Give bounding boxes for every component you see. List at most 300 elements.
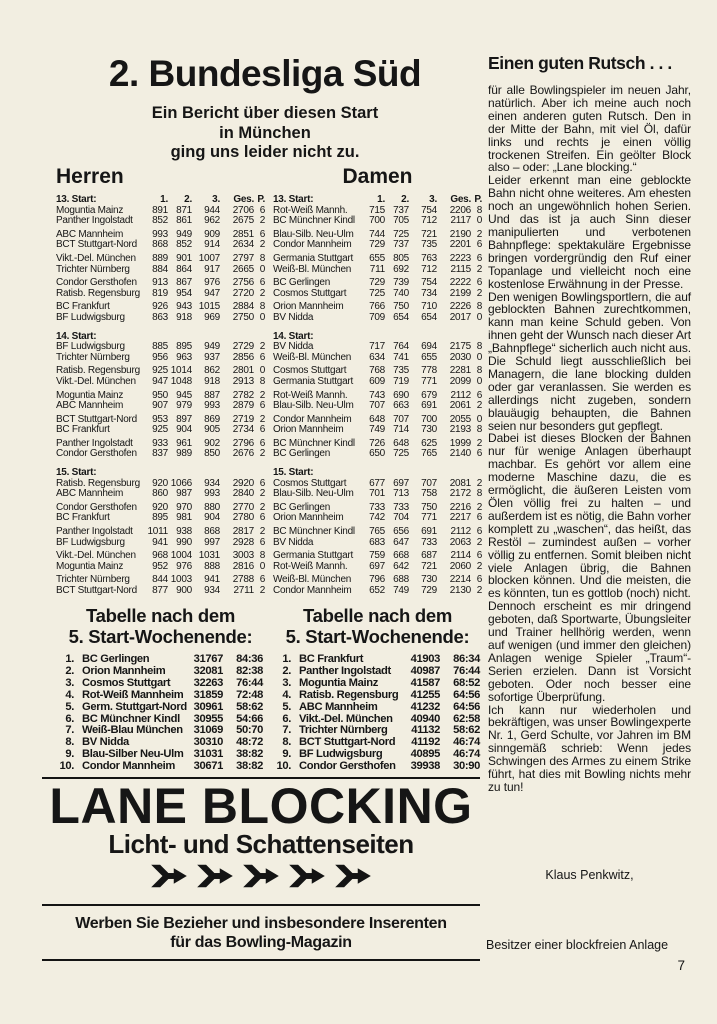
match-points: 6: [476, 239, 482, 251]
column-header: 2.: [184, 194, 192, 205]
game1-score: 683: [369, 536, 385, 548]
damen-results: [273, 166, 482, 605]
team-name: BV Nidda: [273, 341, 314, 353]
total-score: 2782: [232, 389, 254, 401]
game1-score: 715: [369, 204, 385, 216]
game3-score: 880: [204, 501, 220, 513]
match-points: 0: [259, 560, 265, 572]
total-score: 3003: [232, 550, 254, 562]
match-points: 0: [476, 375, 482, 387]
team-name: Trichter Nürnberg: [56, 574, 130, 586]
game2-score: 901: [176, 252, 192, 264]
match-points: 2: [259, 585, 265, 596]
game2-score: 963: [176, 351, 192, 363]
match-points: 6: [259, 437, 265, 449]
total-score: 2216: [449, 501, 471, 513]
total-score: 1999: [449, 437, 471, 449]
total-score: 2099: [449, 375, 471, 387]
game2-score: 647: [393, 536, 409, 548]
game3-score: 862: [204, 365, 220, 377]
game3-score: 917: [204, 263, 220, 275]
game2-score: 654: [393, 311, 409, 323]
game1-score: 765: [369, 526, 385, 538]
game1-score: 652: [369, 585, 385, 596]
standings-row: [273, 690, 482, 702]
game2-score: 737: [393, 204, 409, 216]
game1-score: 725: [369, 287, 385, 299]
total-pins: 41132: [411, 724, 440, 737]
total-score: 2856: [232, 351, 254, 363]
herren-standings: [273, 606, 482, 773]
game3-score: 734: [421, 287, 437, 299]
total-score: 2928: [232, 536, 254, 548]
game3-score: 962: [204, 215, 220, 227]
game3-score: 1015: [198, 301, 220, 313]
match-points: 2: [259, 488, 265, 500]
match-points: 8: [476, 301, 482, 313]
total-pins: 40895: [410, 748, 440, 761]
game2-score: 987: [176, 488, 192, 500]
standings-row: [273, 702, 482, 714]
match-points: 6: [259, 400, 265, 412]
win-loss-points: 58:62: [236, 700, 263, 713]
herren-heading: Herren: [56, 165, 124, 188]
game1-score: 743: [369, 389, 385, 401]
total-score: 2114: [450, 550, 471, 562]
total-score: 2190: [449, 228, 471, 240]
start-block: [56, 468, 265, 597]
team-name: Weiß-Blau München: [82, 724, 183, 737]
start-block: [273, 468, 482, 597]
spacer: [291, 702, 299, 714]
match-points: 2: [476, 477, 482, 489]
team-name: BCT Stuttgart-Nord: [299, 736, 396, 749]
game1-score: 1011: [147, 526, 168, 538]
result-row: [273, 562, 482, 573]
game3-score: 888: [204, 560, 220, 572]
game2-score: 697: [393, 477, 409, 489]
start-label: 14. Start:: [56, 330, 97, 342]
report-subtitle: [50, 104, 480, 163]
result-row: [56, 353, 265, 364]
game2-score: 1003: [170, 574, 192, 586]
start-label: 14. Start:: [273, 330, 314, 342]
article-paragraph: Den wenigen Bowlingsportlern, die auf geblockten Bahnen zurechtkommen, kann man keine Schuld geben. Von ihnen geht der Wunsch nach dieser Art „Bahnpflege“ sicherlich auch nicht aus. Die Schuld liegt ausschließlich bei Managern, die lane blocking dulden oder gar veranlassen. Sie werden es allerdings nicht zugeben, sondern blauäugig behaupten, die Bahnen seien nur besonders gut gepflegt.: [488, 289, 691, 433]
spacer: [74, 654, 82, 666]
total-pins: 32263: [193, 676, 223, 689]
match-points: 6: [259, 351, 265, 363]
team-name: BC Frankfurt: [56, 512, 110, 524]
result-row: [56, 489, 265, 500]
game3-score: 730: [421, 424, 437, 436]
total-score: 2060: [449, 560, 471, 572]
article-paragraph: Dabei ist dieses Blocken der Bahnen nur für wenige Anlagen überhaupt machbar. Es gehört vor allem eine moderne Maschine dazu, die es ermöglicht, die äußeren Leisten vom Ölen völlig frei zu halten – und außerdem ist es nötig, die Bahn vorher komplett zu „waschen“, das heißt, das Restöl – zumindest außen – vorher völlig zu entfernen. Somit bleiben nicht viele Anlagen übrig, die Bahnen blocken können. Und die meisten, die es könnten, tun es gottlob (noch) nicht.: [488, 431, 691, 601]
rank: 1.: [65, 653, 74, 665]
team-name: ABC Mannheim: [299, 700, 378, 713]
game3-score: 914: [204, 239, 220, 251]
game3-score: 969: [204, 311, 220, 323]
total-score: 2112: [450, 526, 471, 538]
match-points: 6: [259, 536, 265, 548]
team-name: Moguntia Mainz: [56, 389, 124, 401]
team-name: Cosmos Stuttgart: [82, 676, 171, 689]
total-score: 2140: [449, 448, 471, 460]
game2-score: 707: [393, 413, 409, 425]
total-score: 2817: [232, 526, 254, 538]
game1-score: 700: [369, 215, 385, 227]
team-name: Condor Mannheim: [82, 760, 175, 773]
double-arrow-icon: [192, 863, 238, 880]
match-points: 2: [259, 287, 265, 299]
team-name: Orion Mannheim: [82, 664, 166, 677]
banner-subheadline: Licht- und Schattenseiten: [108, 829, 414, 859]
game1-score: 709: [369, 311, 385, 323]
game3-score: 707: [421, 477, 437, 489]
total-score: 2884: [232, 301, 254, 313]
start-header-row: [56, 195, 265, 206]
result-row: [56, 216, 265, 227]
game2-score: 1004: [170, 550, 192, 562]
game2-score: 1066: [170, 477, 192, 489]
game3-score: 1007: [198, 252, 220, 264]
team-name: Ratisb. Regensburg: [56, 287, 140, 299]
total-score: 2675: [232, 215, 254, 227]
game3-score: 654: [421, 311, 437, 323]
team-name: BC Frankfurt: [299, 653, 364, 665]
game3-score: 721: [421, 228, 437, 240]
game1-score: 907: [152, 400, 168, 412]
game1-score: 650: [369, 448, 385, 460]
game2-score: 692: [393, 263, 409, 275]
game1-score: 609: [369, 375, 385, 387]
total-score: 2720: [232, 287, 254, 299]
team-name: BC Gerlingen: [273, 448, 331, 460]
start-header-row: [273, 195, 482, 206]
match-points: 6: [476, 277, 482, 289]
game1-score: 877: [152, 585, 168, 596]
team-name: BCT Stuttgart-Nord: [56, 585, 137, 596]
win-loss-points: 84:36: [236, 653, 263, 665]
game3-score: 850: [204, 448, 220, 460]
rank: 5.: [65, 700, 74, 713]
team-name: BF Ludwigsburg: [56, 536, 125, 548]
result-row: [273, 425, 482, 436]
rank: 9.: [282, 748, 291, 761]
subtitle-line: Ein Bericht über diesen Start: [151, 104, 379, 122]
team-name: Germ. Stuttgart-Nord: [82, 700, 187, 713]
match-points: 2: [259, 501, 265, 513]
game1-score: 726: [369, 437, 385, 449]
game3-score: 909: [204, 228, 220, 240]
standings-row: [56, 702, 265, 714]
match-points: 2: [259, 215, 265, 227]
game2-score: 805: [393, 252, 409, 264]
game3-score: 771: [421, 512, 437, 524]
team-name: Blau-Silb. Neu-Ulm: [273, 488, 354, 500]
team-name: Weiß-Bl. München: [273, 263, 352, 275]
match-points: 0: [476, 215, 482, 227]
win-loss-points: 46:74: [453, 736, 480, 749]
team-name: Weiß-Bl. München: [273, 351, 352, 363]
result-row: [273, 401, 482, 412]
game3-score: 735: [421, 239, 437, 251]
start-block: [273, 195, 482, 324]
result-row: [56, 313, 265, 324]
standings-section: [56, 606, 482, 773]
team-name: Orion Mannheim: [273, 301, 344, 313]
match-points: 2: [476, 501, 482, 513]
win-loss-points: 82:38: [236, 664, 263, 677]
game1-score: 925: [152, 424, 168, 436]
total-score: 2112: [450, 389, 471, 401]
match-points: 0: [476, 351, 482, 363]
divider: [42, 959, 480, 961]
game3-score: 997: [204, 536, 220, 548]
game1-score: 956: [152, 351, 168, 363]
game2-score: 690: [393, 389, 409, 401]
total-score: 2214: [449, 574, 471, 586]
team-name: Blau-Silber Neu-Ulm: [82, 748, 184, 761]
game2-score: 663: [393, 400, 409, 412]
total-score: 2840: [232, 488, 254, 500]
total-score: 2676: [232, 448, 254, 460]
result-row: [273, 513, 482, 524]
game1-score: 796: [369, 574, 385, 586]
game1-score: 648: [369, 413, 385, 425]
game2-score: 904: [176, 424, 192, 436]
team-name: BC Gerlingen: [273, 501, 331, 513]
team-name: Moguntia Mainz: [299, 676, 378, 689]
match-points: 0: [476, 413, 482, 425]
game2-score: 989: [176, 448, 192, 460]
game2-score: 668: [393, 550, 409, 562]
total-score: 2193: [449, 424, 471, 436]
game1-score: 891: [152, 204, 168, 216]
spacer: [74, 737, 82, 749]
start-label: 13. Start:: [273, 194, 314, 205]
spacer: [291, 749, 299, 761]
match-points: 8: [476, 341, 482, 353]
standings-title-line: Tabelle nach dem: [302, 605, 453, 626]
game1-score: 885: [152, 341, 168, 353]
game2-score: 852: [176, 239, 192, 251]
game3-score: 934: [204, 477, 220, 489]
result-row: [56, 538, 265, 549]
game1-score: 993: [152, 228, 168, 240]
game3-score: 729: [421, 585, 437, 596]
total-pins: 39938: [410, 760, 440, 773]
game1-score: 749: [369, 424, 385, 436]
result-row: [273, 353, 482, 364]
signature-caption: Besitzer einer blockfreien Anlage: [486, 938, 669, 952]
game1-score: 634: [369, 351, 385, 363]
game3-score: 765: [421, 448, 437, 460]
win-loss-points: 76:44: [453, 664, 480, 677]
game3-score: 712: [421, 263, 437, 275]
game1-score: 920: [152, 501, 168, 513]
game2-score: 861: [176, 215, 192, 227]
match-points: 2: [476, 263, 482, 275]
lane-blocking-banner: [42, 777, 480, 961]
total-score: 2115: [450, 263, 471, 275]
damen-standings: [56, 606, 265, 773]
result-row: [56, 289, 265, 300]
team-name: Moguntia Mainz: [56, 560, 124, 572]
report-header: [50, 54, 480, 163]
column-header: 1.: [377, 194, 385, 205]
team-name: Germania Stuttgart: [273, 375, 353, 387]
spacer: [74, 749, 82, 761]
team-name: BF Ludwigsburg: [56, 341, 125, 353]
standings-row: [273, 761, 482, 773]
match-points: 6: [476, 389, 482, 401]
game3-score: 905: [204, 424, 220, 436]
total-score: 2711: [233, 585, 254, 596]
game3-score: 655: [421, 351, 437, 363]
total-score: 2172: [449, 488, 471, 500]
match-points: 8: [476, 488, 482, 500]
game1-score: 889: [152, 252, 168, 264]
game1-score: 950: [152, 389, 168, 401]
match-points: 0: [259, 365, 265, 377]
match-points: 6: [476, 448, 482, 460]
team-name: BC Frankfurt: [56, 424, 110, 436]
total-score: 2729: [232, 341, 254, 353]
spacer: [74, 725, 82, 737]
game2-score: 656: [393, 526, 409, 538]
win-loss-points: 64:56: [453, 688, 480, 701]
spacer: [291, 666, 299, 678]
result-row: [273, 449, 482, 460]
team-name: Orion Mannheim: [273, 424, 344, 436]
article-paragraph: für alle Bowlingspieler im neuen Jahr, natürlich. Aber ich meine auch noch einen anderen guten Rutsch. Den in der Mitte der Bahn, mit viel Öl, dafür links und rechts je einen völlig trockenen Streifen. Ein geölter Block also – oder: „Lane blocking.“: [488, 83, 691, 175]
total-score: 2223: [449, 252, 471, 264]
match-points: 2: [476, 437, 482, 449]
article-body: [488, 84, 691, 794]
total-pins: 41587: [410, 676, 440, 689]
game2-score: 642: [393, 560, 409, 572]
total-pins: 31031: [193, 748, 223, 761]
total-score: 2634: [232, 239, 254, 251]
win-loss-points: 38:82: [236, 760, 263, 773]
rank: 6.: [65, 712, 74, 725]
game3-score: 763: [421, 252, 437, 264]
article-paragraph: Ich kann nur wiederholen und bekräftigen, was unser Bowlingexperte Nr. 1, Gerd Schulte, vor Jahren im BM sinngemäß schrieb: Wenn jedes Schwingen des Armes zu einem Strike führt, hat dies mit Bowling nichts mehr zu tun!: [488, 702, 691, 794]
team-name: BF Ludwigsburg: [299, 748, 383, 761]
match-points: 6: [259, 204, 265, 216]
team-name: Weiß-Bl. München: [273, 574, 352, 586]
rank: 1.: [282, 653, 291, 665]
game1-score: 925: [152, 365, 168, 377]
game2-score: 864: [176, 263, 192, 275]
team-name: BV Nidda: [273, 311, 314, 323]
total-score: 2226: [449, 301, 471, 313]
rank: 10.: [59, 760, 74, 773]
result-row: [56, 254, 265, 265]
match-points: 2: [476, 228, 482, 240]
team-name: Panther Ingolstadt: [56, 215, 133, 227]
match-points: 6: [259, 277, 265, 289]
game1-score: 968: [152, 550, 168, 562]
game3-score: 887: [204, 389, 220, 401]
game3-score: 949: [204, 341, 220, 353]
total-score: 2851: [232, 228, 254, 240]
game2-score: 725: [393, 228, 409, 240]
rank: 7.: [65, 724, 74, 737]
game2-score: 976: [176, 560, 192, 572]
total-score: 2879: [232, 400, 254, 412]
result-row: [273, 586, 482, 597]
total-score: 2222: [449, 277, 471, 289]
team-name: Moguntia Mainz: [56, 204, 124, 216]
win-loss-points: 72:48: [236, 688, 263, 701]
game2-score: 750: [393, 301, 409, 313]
team-name: Vikt.-Del. München: [56, 375, 136, 387]
result-row: [273, 313, 482, 324]
total-score: 2913: [232, 375, 254, 387]
game3-score: 937: [204, 351, 220, 363]
total-score: 2055: [449, 413, 471, 425]
column-header: 1.: [160, 194, 168, 205]
win-loss-points: 50:70: [236, 724, 263, 737]
total-pins: 30310: [193, 736, 223, 749]
match-points: 8: [259, 550, 265, 562]
game2-score: 713: [393, 488, 409, 500]
total-pins: 40940: [410, 712, 440, 725]
match-points: 2: [259, 448, 265, 460]
herren-results: [56, 166, 265, 605]
team-name: Condor Gersthofen: [299, 760, 396, 773]
total-score: 2117: [450, 215, 471, 227]
game2-score: 1014: [170, 365, 192, 377]
game3-score: 625: [421, 437, 437, 449]
game1-score: 837: [152, 448, 168, 460]
result-row: [56, 513, 265, 524]
match-points: 2: [476, 585, 482, 596]
win-loss-points: 62:58: [453, 712, 480, 725]
arrow-row: [42, 863, 480, 894]
standings-row: [56, 690, 265, 702]
win-loss-points: 68:52: [453, 676, 480, 689]
standings-row: [56, 761, 265, 773]
win-loss-points: 30:90: [453, 760, 480, 773]
game2-score: 897: [176, 413, 192, 425]
total-pins: 41232: [410, 700, 440, 713]
game1-score: 926: [152, 301, 168, 313]
start-label: 15. Start:: [273, 467, 314, 479]
total-score: 2030: [449, 351, 471, 363]
subtitle-line: ging uns leider nicht zu.: [170, 143, 360, 161]
total-score: 2175: [449, 341, 471, 353]
column-header: Ges.: [233, 194, 254, 205]
article-column: [488, 52, 691, 794]
rank: 3.: [282, 676, 291, 689]
result-row: [273, 377, 482, 388]
win-loss-points: 58:62: [453, 724, 480, 737]
standings-title: [273, 606, 482, 647]
match-points: 8: [476, 424, 482, 436]
team-name: Trichter Nürnberg: [299, 724, 388, 737]
rank: 8.: [282, 736, 291, 749]
total-score: 2206: [449, 204, 471, 216]
team-name: Ratisb. Regensburg: [56, 365, 140, 377]
result-row: [56, 425, 265, 436]
team-name: Cosmos Stuttgart: [273, 365, 347, 377]
column-header: 3.: [429, 194, 437, 205]
herren-start-blocks: [56, 195, 265, 597]
result-row: [273, 265, 482, 276]
promo-text: [42, 914, 480, 952]
